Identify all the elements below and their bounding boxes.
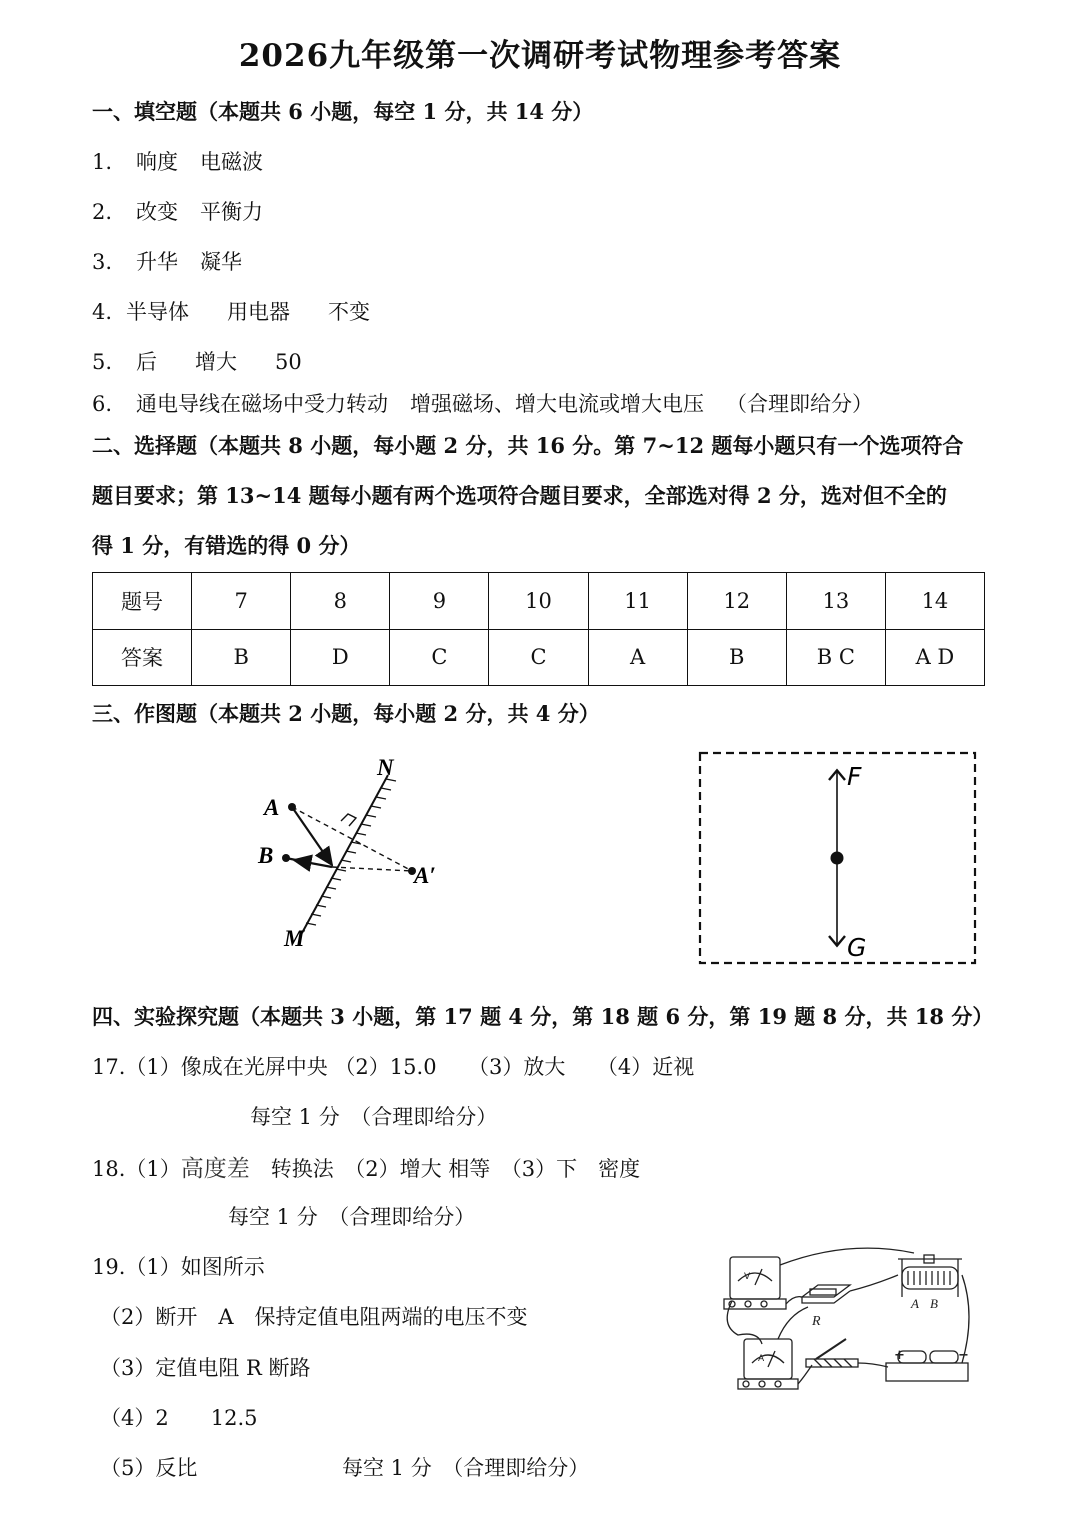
answer-line-1	[92, 146, 263, 176]
label-g: G	[847, 933, 867, 962]
section1-heading: 一、填空题（本题共 6 小题，每空 1 分，共 14 分）	[92, 99, 594, 124]
answer-part: 升华	[136, 250, 178, 274]
q17-answer: 17.（1）像成在光屏中央 （2）15.0 （3）放大 （4）近视	[92, 1055, 695, 1079]
ammeter-label: A	[758, 1354, 765, 1364]
label-f: F	[847, 762, 862, 791]
q18-answer	[92, 1150, 640, 1183]
answer-part: 通电导线在磁场中受力转动	[136, 392, 388, 416]
answer-line-3	[92, 246, 242, 276]
q19-line-4: （4）2 12.5	[100, 1406, 258, 1430]
q19-line-3: （3）定值电阻 R 断路	[100, 1356, 311, 1380]
incident-ray	[292, 807, 332, 865]
q-number: 4.	[92, 300, 113, 324]
battery-plus: +	[894, 1348, 905, 1363]
section2-heading-line2: 题目要求；第 13~14 题每小题有两个选项符合题目要求，全部选对得 2 分，选对但不全的	[92, 483, 947, 508]
label-b: B	[258, 843, 274, 868]
answer-part: 平衡力	[200, 200, 263, 224]
section3-heading: 三、作图题（本题共 2 小题，每小题 2 分，共 4 分）	[92, 701, 600, 726]
q-number: 2.	[92, 200, 113, 224]
rheostat-terminal-a: A	[911, 1296, 919, 1311]
q18-scoring-note: 每空 1 分 （合理即给分）	[228, 1205, 476, 1229]
answer-line-6	[92, 388, 873, 418]
answer-part: 响度	[136, 150, 178, 174]
q-number: 3.	[92, 250, 113, 274]
answer-table	[92, 572, 985, 686]
q18-highlight: 高度差	[180, 1156, 250, 1182]
q18-rest: 转换法 （2）增大 相等 （3）下 密度	[249, 1157, 641, 1181]
table-cell: 13	[786, 573, 885, 630]
section4-heading: 四、实验探究题（本题共 3 小题，第 17 题 4 分，第 18 题 6 分，第 19 题 8 分，共 18 分）	[92, 1004, 994, 1029]
table-cell: 8	[291, 573, 390, 630]
table-cell: D	[291, 629, 390, 686]
q-number: 1.	[92, 150, 113, 174]
table-cell: 11	[588, 573, 687, 630]
table-cell: B	[687, 629, 786, 686]
table-cell: 10	[489, 573, 588, 630]
answer-line-4	[92, 296, 370, 326]
voltmeter-label: V	[744, 1272, 751, 1282]
right-angle-mark	[341, 814, 356, 826]
q19-line-2: （2）断开 A 保持定值电阻两端的电压不变	[100, 1305, 528, 1329]
mirror-reflection-diagram	[240, 745, 460, 960]
answer-part: 电磁波	[200, 150, 263, 174]
section2-heading-line1: 二、选择题（本题共 8 小题，每小题 2 分，共 16 分。第 7~12 题每小题只有一个选项符合	[92, 433, 964, 458]
q18-prefix: 18.（1）	[92, 1157, 181, 1181]
table-row	[93, 573, 985, 630]
answer-part: 50	[275, 350, 302, 374]
answer-line-2	[92, 196, 263, 226]
q17-scoring-note: 每空 1 分 （合理即给分）	[250, 1105, 498, 1129]
rheostat-terminal-b: B	[930, 1296, 938, 1311]
table-cell: 9	[390, 573, 489, 630]
point-b	[282, 854, 290, 862]
point-a	[288, 803, 296, 811]
table-row	[93, 629, 985, 686]
answer-part: 改变	[136, 200, 178, 224]
label-a-prime: A′	[414, 863, 436, 888]
answer-line-5	[92, 346, 302, 376]
q-number: 5.	[92, 350, 113, 374]
table-cell: A	[588, 629, 687, 686]
switch-icon	[806, 1339, 858, 1367]
answer-part: 增大	[195, 350, 237, 374]
page-title: 2026九年级第一次调研考试物理参考答案	[238, 38, 842, 74]
table-cell: C	[390, 629, 489, 686]
table-header-cell: 题号	[93, 573, 192, 630]
force-diagram	[697, 750, 979, 967]
q-number: 6.	[92, 392, 113, 416]
table-cell: 12	[687, 573, 786, 630]
circuit-diagram	[718, 1245, 980, 1405]
answer-part: 增强磁场、增大电流或增大电压	[410, 392, 704, 416]
mirror-hatching	[306, 779, 396, 925]
answer-part: 不变	[328, 300, 370, 324]
table-cell: 14	[885, 573, 984, 630]
answer-part: （合理即给分）	[726, 392, 873, 416]
ammeter-icon	[738, 1339, 798, 1389]
q19-scoring-note: 每空 1 分 （合理即给分）	[342, 1456, 590, 1480]
resistor-icon	[802, 1285, 850, 1303]
label-a: A	[264, 795, 280, 820]
answer-part: 半导体	[126, 300, 189, 324]
mirror-line	[302, 775, 388, 933]
q19-line-1: 19.（1）如图所示	[92, 1255, 265, 1279]
voltmeter-icon	[724, 1257, 786, 1309]
label-m: M	[284, 926, 305, 951]
label-n: N	[377, 755, 394, 780]
section2-heading-line3: 得 1 分，有错选的得 0 分）	[92, 533, 361, 558]
table-header-cell: 答案	[93, 629, 192, 686]
answer-part: 后	[136, 350, 157, 374]
battery-minus: −	[958, 1348, 969, 1363]
table-cell: C	[489, 629, 588, 686]
center-of-mass-dot	[831, 852, 844, 865]
table-cell: B C	[786, 629, 885, 686]
table-cell: 7	[192, 573, 291, 630]
answer-part: 凝华	[200, 250, 242, 274]
table-cell: A D	[885, 629, 984, 686]
reflected-ray	[294, 860, 332, 867]
resistor-label: R	[812, 1314, 821, 1329]
table-cell: B	[192, 629, 291, 686]
answer-part: 用电器	[227, 300, 290, 324]
rheostat-icon	[898, 1255, 962, 1297]
q19-line-5: （5）反比	[100, 1456, 198, 1480]
